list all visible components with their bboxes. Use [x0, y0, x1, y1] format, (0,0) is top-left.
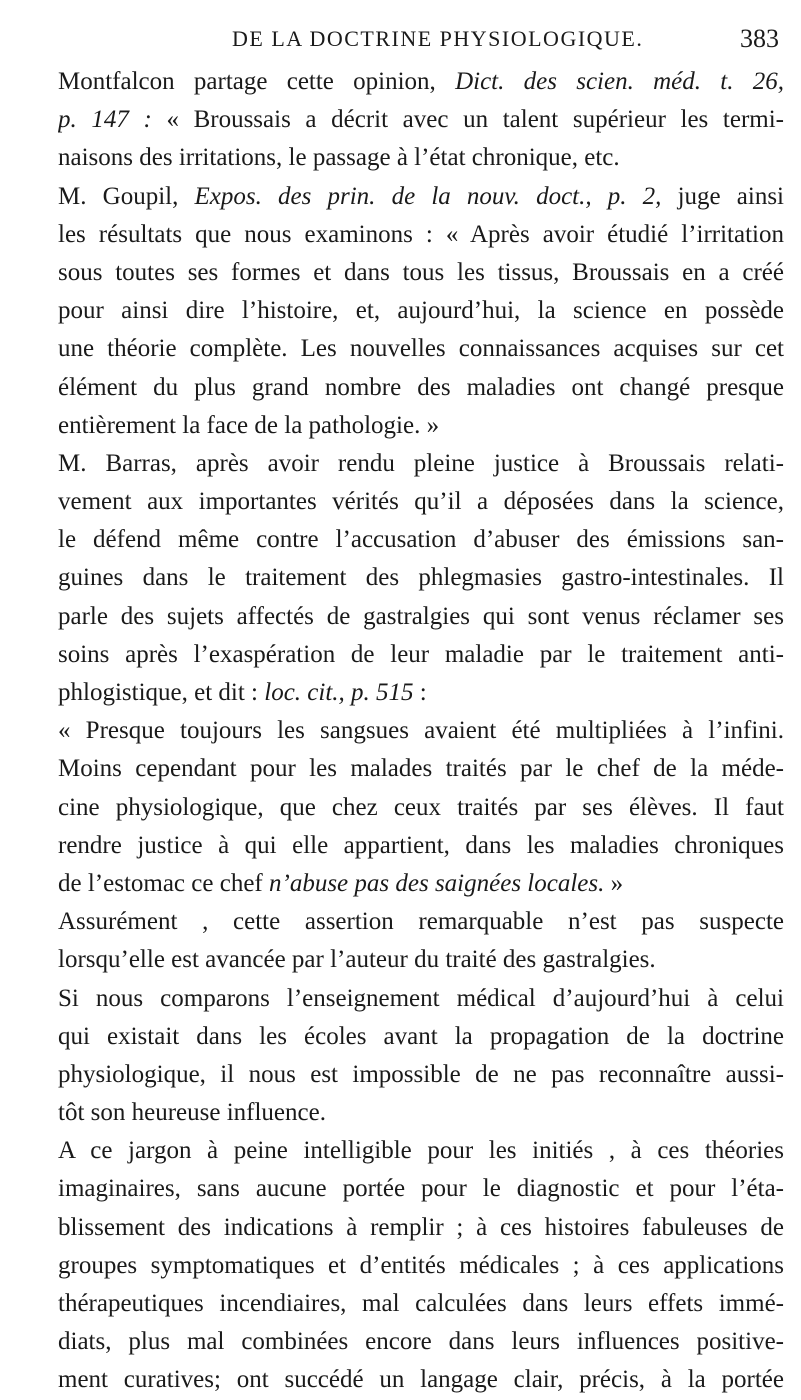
text-line [58, 1247, 784, 1285]
text-line [58, 1209, 784, 1247]
text-line [58, 1056, 784, 1094]
text-line [58, 789, 784, 827]
italic-reference: Expos. des prin. de la nouv. doct., p. 2, [194, 182, 662, 210]
text-run: entièrement la face de la pathologie. » [58, 411, 440, 439]
text-run: » [604, 869, 624, 897]
text-line [58, 330, 784, 368]
text-run: guines dans le traitement des phlegmasies gastro-intestinales. Il [58, 564, 784, 592]
text-line [58, 865, 784, 903]
text-line [58, 63, 784, 101]
text-run: : [413, 679, 427, 706]
text-run: imaginaires, sans aucune portée pour le diagnostic et pour l’éta- [58, 1175, 784, 1203]
text-run: M. Barras, après avoir rendu pleine justice à Broussais relati- [58, 449, 784, 477]
text-run: thérapeutiques incendiaires, mal calculées dans leurs effets immé- [58, 1290, 784, 1317]
text-run: phlogistique, et dit : [58, 679, 265, 706]
text-run: juge ainsi [661, 182, 784, 210]
text-run: naisons des irritations, le passage à l’état chronique, etc. [58, 144, 620, 172]
italic-reference: n’abuse pas des saignées locales. [269, 869, 605, 897]
text-line [58, 941, 784, 979]
text-line [58, 178, 784, 216]
text-run: Montfalcon partage cette opinion, [58, 68, 456, 95]
text-line [58, 1170, 784, 1208]
text-line [58, 903, 784, 941]
text-line [58, 139, 784, 177]
text-line [58, 521, 784, 559]
running-head [232, 24, 779, 54]
text-line [58, 1285, 784, 1323]
text-run: tôt son heureuse influence. [58, 1099, 326, 1127]
text-run: soins après l’exaspération de leur maladie par le traitement anti- [58, 640, 784, 668]
text-run: « Presque toujours les sangsues avaient été multipliées à l’infini. [58, 717, 784, 745]
text-run: « Broussais a décrit avec un talent supérieur les termi- [151, 106, 784, 134]
text-run: sous toutes ses formes et dans tous les tissus, Broussais en a créé [58, 258, 784, 286]
text-run: A ce jargon à peine intelligible pour les initiés , à ces théories [58, 1137, 784, 1165]
italic-reference: Dict. des scien. méd. t. 26, [455, 68, 784, 95]
text-line [58, 598, 784, 636]
text-run: de l’estomac ce chef [58, 869, 269, 897]
italic-reference: loc. cit., p. 515 [264, 679, 414, 706]
text-line [58, 101, 784, 139]
running-title: DE LA DOCTRINE PHYSIOLOGIQUE. [232, 26, 644, 51]
text-run: rendre justice à qui elle appartient, dans les maladies chroniques [58, 831, 784, 859]
text-run: Assurément , cette assertion remarquable n’est pas suspecte [58, 908, 784, 936]
text-line [58, 254, 784, 292]
text-line [58, 1094, 784, 1132]
text-line [58, 636, 784, 674]
text-run: physiologique, il nous est impossible de ne pas reconnaître aussi- [58, 1060, 784, 1088]
text-run: parle des sujets affectés de gastralgies qui sont venus réclamer ses [58, 602, 784, 630]
text-run: pour ainsi dire l’histoire, et, aujourd’hui, la science en possède [58, 297, 784, 325]
text-run: blissement des indications à remplir ; à ces histoires fabuleuses de [58, 1213, 784, 1241]
text-line [58, 1132, 784, 1170]
text-line [58, 483, 784, 521]
text-line [58, 674, 784, 712]
text-line [58, 980, 784, 1018]
text-run: qui existait dans les écoles avant la propagation de la doctrine [58, 1022, 784, 1050]
text-line [58, 827, 784, 865]
page-number: 383 [740, 24, 779, 53]
text-line [58, 750, 784, 788]
text-run: Moins cependant pour les malades traités par le chef de la méde- [58, 755, 784, 783]
text-run: ment curatives; ont succédé un langage clair, précis, à la portée [58, 1366, 784, 1394]
text-run: Si nous comparons l’enseignement médical d’aujourd’hui à celui [58, 984, 784, 1012]
body-text [58, 63, 784, 1400]
text-line [58, 712, 784, 750]
text-run: diats, plus mal combinées encore dans leurs influences positive- [58, 1328, 784, 1356]
text-run: une théorie complète. Les nouvelles connaissances acquises sur cet [58, 335, 784, 363]
text-line [58, 1361, 784, 1399]
text-run: lorsqu’elle est avancée par l’auteur du traité des gastralgies. [58, 946, 656, 974]
text-run: vement aux importantes vérités qu’il a déposées dans la science, [58, 488, 784, 516]
text-line [58, 1018, 784, 1056]
text-line [58, 292, 784, 330]
text-line [58, 445, 784, 483]
text-run: le défend même contre l’accusation d’abuser des émissions san- [58, 526, 784, 554]
text-run: élément du plus grand nombre des maladies ont changé presque [58, 373, 784, 401]
text-run: les résultats que nous examinons : « Après avoir étudié l’irritation [58, 220, 784, 248]
text-line [58, 369, 784, 407]
text-run: M. Goupil, [58, 182, 195, 210]
italic-reference: p. 147 : [58, 106, 152, 134]
text-run: cine physiologique, que chez ceux traités par ses élèves. Il faut [58, 793, 784, 821]
text-line [58, 407, 784, 445]
text-line [58, 559, 784, 597]
text-run: groupes symptomatiques et d’entités médicales ; à ces applications [58, 1251, 784, 1279]
text-line [58, 216, 784, 254]
